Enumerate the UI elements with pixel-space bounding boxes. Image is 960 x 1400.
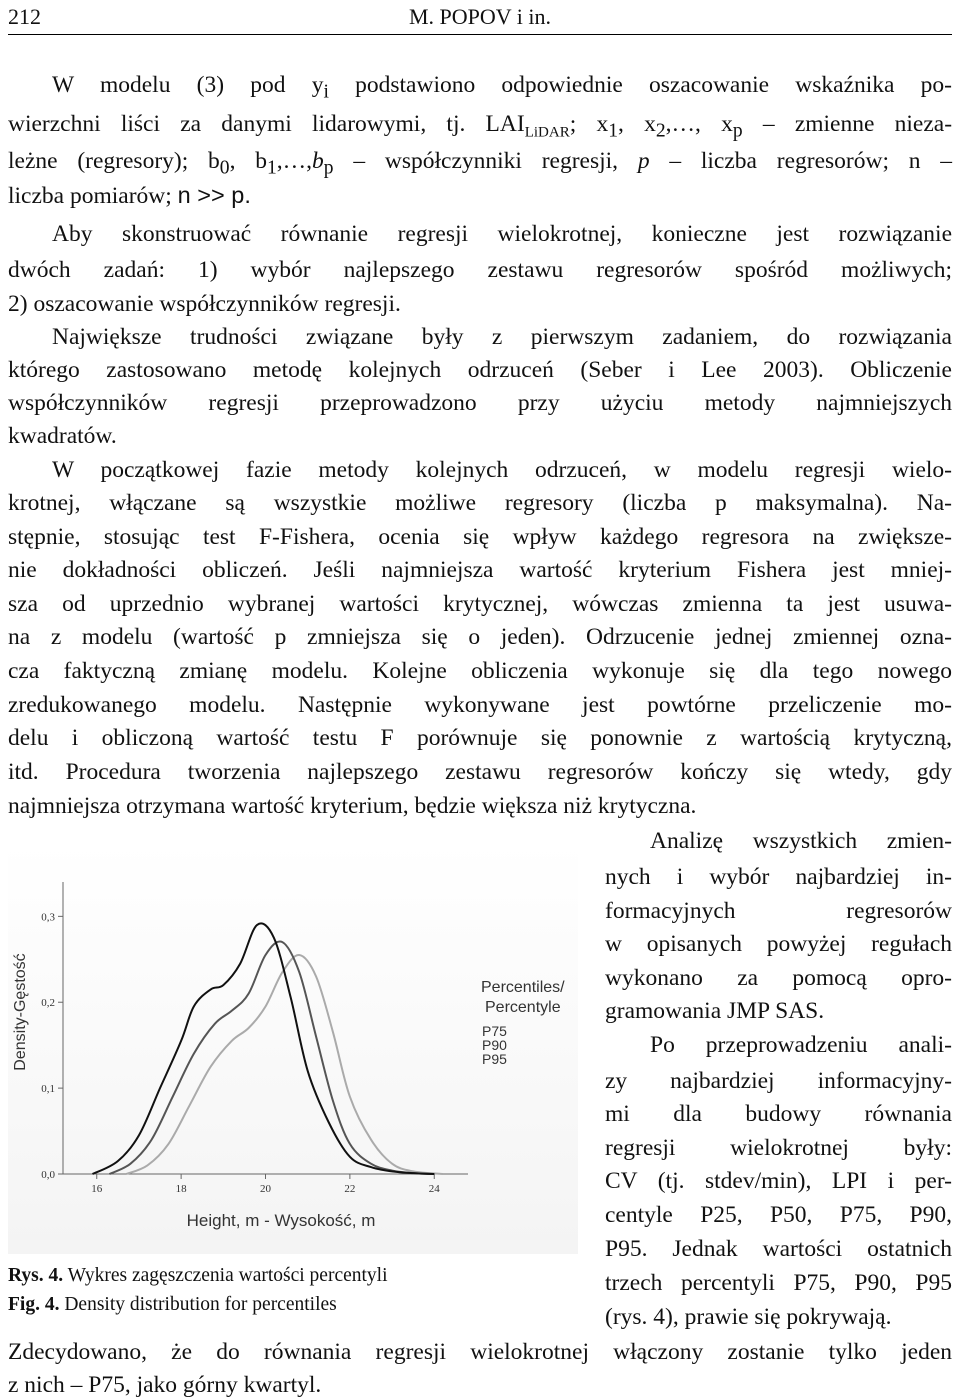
page-header	[8, 0, 952, 35]
paragraph-3-line: współczynników regresji przeprowadzono przy użyciu metody najmniejszych	[8, 390, 952, 416]
paragraph-5-line: gramowania JMP SAS.	[605, 998, 825, 1024]
y-axis-label: Density-Gęstość	[12, 953, 29, 1071]
paragraph-4-line: najmniejsza otrzymana wartość kryterium, będzie większa niż krytyczna.	[8, 793, 697, 819]
paragraph-4-line: krotnej, włączane są wszystkie możliwe regresory (liczba p maksymalna). Na-	[8, 490, 952, 516]
paragraph-7-line: Zdecydowano, że do równania regresji wielokrotnej włączony zostanie tylko jeden	[8, 1339, 952, 1365]
x-tick-label: 16	[91, 1183, 103, 1195]
paragraph-4-line: delu i obliczoną wartość testu F porównuje się ponownie z wartością krytyczną,	[8, 725, 952, 751]
paragraph-1-line-2: wierzchni liści za danymi lidarowymi, tj. $LAI_{LiDAR}$; $x_1$, $x_2,\dots$, $x_p$ – zmienne nieza-	[8, 111, 953, 142]
figure-density-chart	[8, 842, 578, 1254]
paragraph-5-line: formacyjnych regresorów	[605, 898, 952, 924]
paragraph-6-line: trzech percentyli P75, P90, P95	[605, 1270, 952, 1296]
paragraph-3-line: którego zastosowano metodę kolejnych odrzuceń (Seber i Lee 2003). Obliczenie	[8, 357, 952, 383]
paragraph-2-line: 2) oszacowanie współczynników regresji.	[8, 291, 401, 317]
figure-caption-pl: Rys. 4. Wykres zagęszczenia wartości percentyli	[8, 1265, 388, 1286]
y-tick-label: 0,3	[41, 911, 55, 924]
x-tick-label: 18	[175, 1183, 187, 1195]
paragraph-6-line: regresji wielokrotnej były:	[605, 1135, 952, 1161]
paragraph-1-line-3: leżne (regresory); $b_0$, $b_1,\dots,b_p$ – współczynniki regresji, p – liczba regresorów; n –	[8, 148, 953, 179]
legend-title-line-1: Percentiles/	[481, 979, 565, 996]
y-tick-label: 0,0	[41, 1169, 55, 1181]
paragraph-6-line: (rys. 4), prawie się pokrywają.	[605, 1304, 892, 1330]
paragraph-3-line: kwadratów.	[8, 423, 117, 449]
paragraph-7-line: z nich – P75, jako górny kwartyl.	[8, 1372, 322, 1398]
paragraph-5-line: w opisanych powyżej regułach	[605, 931, 952, 957]
legend-title-line-2: Percentyle	[485, 999, 561, 1016]
paragraph-6-line: mi dla budowy równania	[605, 1101, 952, 1127]
paragraph-4-line: stępnie, stosując test F-Fishera, ocenia się wpływ każdego regresora na zwiększe-	[8, 524, 952, 550]
paragraph-1-line-4: liczba pomiarów; n >> p.	[8, 182, 251, 209]
density-chart	[8, 842, 578, 1254]
paragraph-6-line: Po przeprowadzeniu anali-	[650, 1032, 952, 1058]
paragraph-4-line: na z modelu (wartość p zmniejsza się o jeden). Odrzucenie jednej zmiennej ozna-	[8, 624, 952, 650]
x-tick-label: 20	[260, 1183, 271, 1195]
legend-entry-p75: P75	[482, 1023, 507, 1039]
paragraph-4-line: nie dokładności obliczeń. Jeśli najmniejsza wartość kryterium Fishera jest mniej-	[8, 557, 952, 583]
paragraph-3-line: Największe trudności związane były z pierwszym zadaniem, do rozwiązania	[52, 324, 952, 350]
figure-caption-en: Fig. 4. Density distribution for percentiles	[8, 1294, 337, 1315]
paragraph-4-line: cza faktyczną zmianę modelu. Kolejne obliczenia wykonuje się dla tego nowego	[8, 658, 952, 684]
legend-entry-p95: P95	[482, 1051, 507, 1067]
paragraph-2-line: dwóch zadań: 1) wybór najlepszego zestawu regresorów spośród możliwych;	[8, 257, 952, 283]
page-number: 212	[8, 4, 41, 29]
paragraph-5-line: Analizę wszystkich zmien-	[650, 828, 952, 854]
paragraph-2-line: Aby skonstruować równanie regresji wielokrotnej, konieczne jest rozwiązanie	[52, 221, 952, 247]
paragraph-4-line: W początkowej fazie metody kolejnych odrzuceń, w modelu regresji wielo-	[52, 457, 952, 483]
running-title: M. POPOV i in.	[408, 4, 552, 29]
paragraph-4-line: zredukowanego modelu. Następnie wykonywane jest powtórne przeliczenie mo-	[8, 692, 952, 718]
x-axis-label: Height, m - Wysokość, m	[186, 1211, 376, 1230]
x-tick-label: 22	[344, 1183, 356, 1195]
legend-entry-p90: P90	[482, 1037, 507, 1053]
x-tick-label: 24	[428, 1183, 440, 1195]
paragraph-5-line: nych i wybór najbardziej in-	[605, 864, 952, 890]
paragraph-6-line: P95. Jednak wartości ostatnich	[605, 1236, 952, 1262]
paragraph-1-line-1: W modelu (3) pod $y_i$ podstawiono odpowiednie oszacowanie wskaźnika po-	[52, 72, 952, 103]
paragraph-6-line: CV (tj. stdev/min), LPI i per-	[605, 1168, 952, 1194]
paragraph-6-line: centyle P25, P50, P75, P90,	[605, 1202, 952, 1228]
y-tick-label: 0,1	[41, 1083, 55, 1096]
y-tick-label: 0,2	[41, 997, 55, 1010]
paragraph-4-line: itd. Procedura tworzenia najlepszego zestawu regresorów kończy się wtedy, gdy	[8, 759, 952, 785]
paragraph-5-line: wykonano za pomocą opro-	[605, 965, 952, 991]
paragraph-4-line: sza od uprzednio wybranej wartości krytycznej, wówczas zmienna ta jest usuwa-	[8, 591, 952, 617]
paragraph-6-line: zy najbardziej informacyjny-	[605, 1068, 952, 1094]
